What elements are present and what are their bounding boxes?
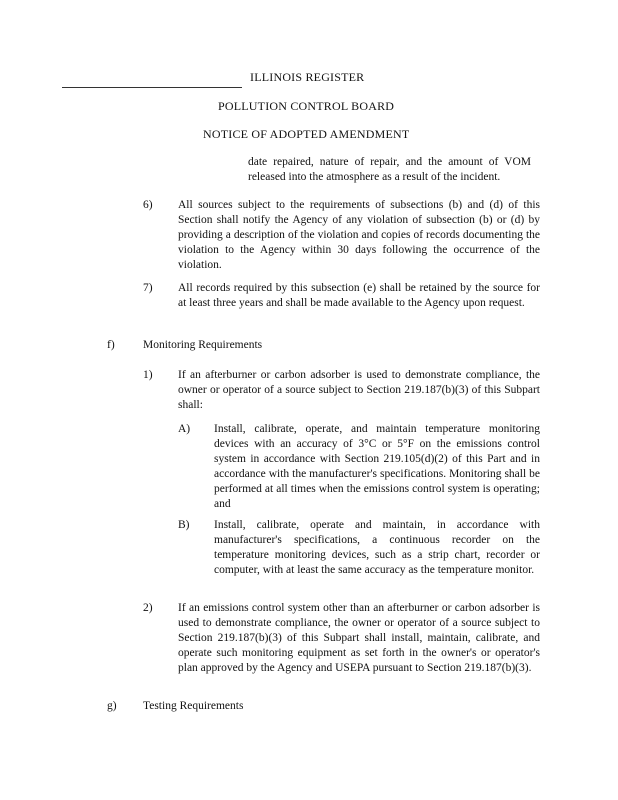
section-f-label: f) <box>107 339 115 351</box>
item-7-text: All records required by this subsection (e) shall be retained by the source for at least three years and shall be made available to the Agency upon request. <box>178 282 540 309</box>
board-heading: POLLUTION CONTROL BOARD <box>218 99 395 113</box>
continuation-text: date repaired, nature of repair, and the amount of VOM released into the atmosphere as a result of the incident. <box>248 156 531 183</box>
f1A-label: A) <box>178 423 191 435</box>
item-7-label: 7) <box>143 282 153 294</box>
notice-heading: NOTICE OF ADOPTED AMENDMENT <box>203 127 410 141</box>
f1-text: If an afterburner or carbon adsorber is used to demonstrate compliance, the owner or operator of a source subject to Section 219.187(b)(3) of this Subpart shall: <box>178 369 540 411</box>
register-heading: ILLINOIS REGISTER <box>250 70 365 84</box>
f2-text: If an emissions control system other than an afterburner or carbon adsorber is used to demonstrate compliance, the owner or operator of a source subject to Section 219.187(b)(3) of this Subpart shall install, maintain, calibrate, and operate such monitoring equipment as set forth in the owner's or operator's plan approved by the Agency and USEPA pursuant to Section 219.187(b)(3). <box>178 602 540 674</box>
header-rule <box>62 87 242 88</box>
section-g-title: Testing Requirements <box>143 700 244 712</box>
section-f-title: Monitoring Requirements <box>143 339 263 351</box>
item-6-label: 6) <box>143 199 153 211</box>
section-g-label: g) <box>107 700 117 712</box>
f1B-text: Install, calibrate, operate and maintain, in accordance with manufacturer's specifications, a continuous recorder on the temperature monitoring devices, such as a strip chart, recorder or computer, with at least the same accuracy as the temperature monitor. <box>214 519 540 576</box>
f1-label: 1) <box>143 369 153 381</box>
f1A-text: Install, calibrate, operate, and maintain temperature monitoring devices with an accuracy of 3°C or 5°F on the emissions control system in accordance with Section 219.105(d)(2) of this Part and in accordance with the manufacturer's specifications. Monitoring shall be performed at all times when the emissions control system is operating; and <box>214 423 540 510</box>
f2-label: 2) <box>143 602 153 614</box>
f1B-label: B) <box>178 519 190 531</box>
item-6-text: All sources subject to the requirements of subsections (b) and (d) of this Section shall notify the Agency of any violation of subsection (b) or (d) by providing a description of the violation and copies of records documenting the violation to the Agency within 30 days following the occurrence of the violation. <box>178 199 540 271</box>
